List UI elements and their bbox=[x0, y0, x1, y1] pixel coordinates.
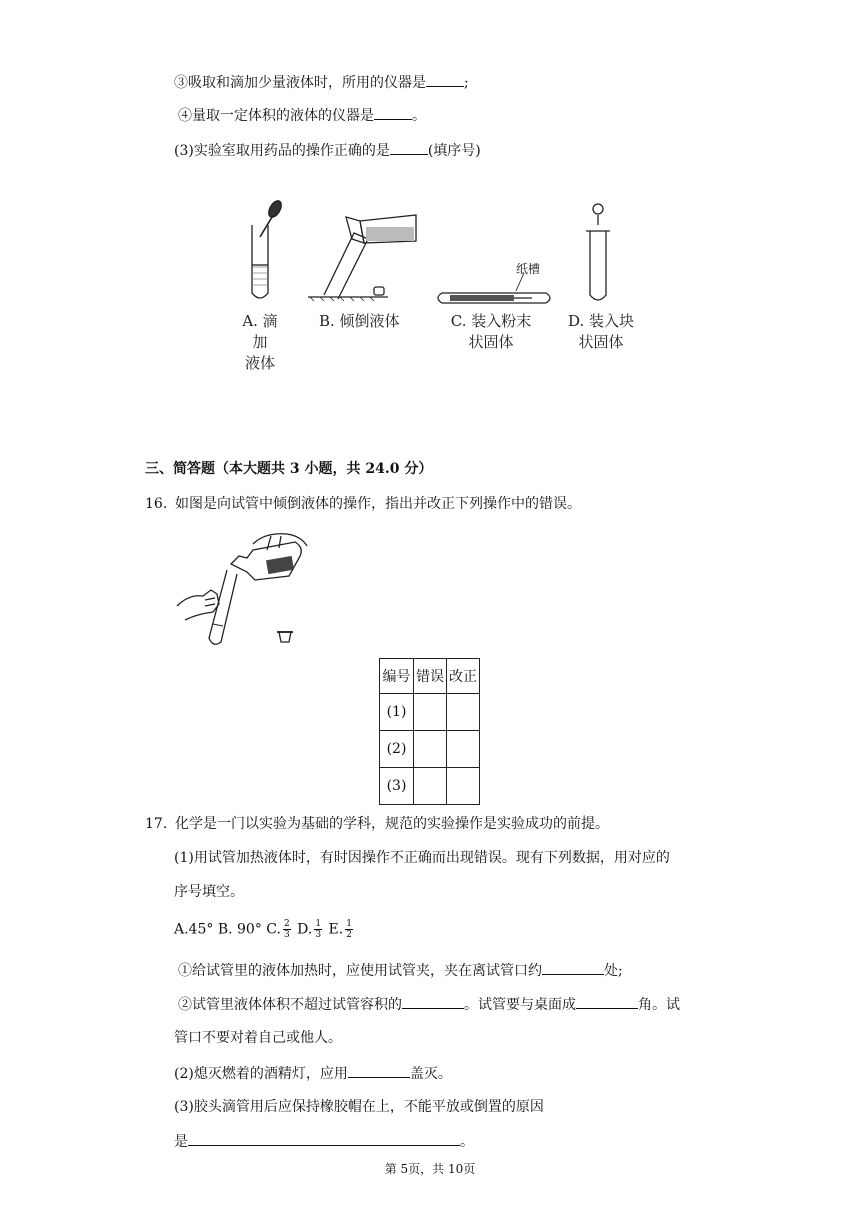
correction-cell[interactable] bbox=[447, 694, 480, 731]
table-header: 编号 bbox=[380, 659, 414, 694]
answer-blank[interactable] bbox=[402, 994, 464, 1009]
q17-stem: 17. 化学是一门以实验为基础的学科，规范的实验操作是实验成功的前提。 bbox=[145, 816, 609, 832]
caption-a: A. 滴加 液体 bbox=[242, 312, 278, 372]
q15-item3: ③吸取和滴加少量液体时，所用的仪器是 ; bbox=[174, 72, 469, 93]
q17-part3-line1: (3)胶头滴管用后应保持橡胶帽在上，不能平放或倒置的原因 bbox=[174, 1099, 544, 1115]
q17-s2-line2: 管口不要对着自己或他人。 bbox=[174, 1030, 342, 1046]
pouring-liquid-figure bbox=[308, 215, 416, 301]
fraction-two-thirds: $\frac{2}{3}$ bbox=[283, 919, 290, 940]
q17-s2: ②试管里液体体积不超过试管容积的 。试管要与桌面成 角。试 bbox=[178, 994, 680, 1015]
row-number: (1) bbox=[380, 694, 414, 731]
answer-blank[interactable] bbox=[390, 140, 428, 155]
q17-part1-line2: 序号填空。 bbox=[174, 884, 244, 900]
q17-s1: ①给试管里的液体加热时，应使用试管夹，夹在离试管口约 处; bbox=[178, 960, 623, 981]
answer-blank[interactable] bbox=[374, 105, 412, 120]
lab-operations-figure bbox=[228, 195, 648, 325]
error-cell[interactable] bbox=[414, 731, 447, 768]
correction-cell[interactable] bbox=[447, 731, 480, 768]
paper-slot-figure bbox=[438, 273, 550, 303]
correction-cell[interactable] bbox=[447, 768, 480, 805]
q16-stem: 16. 如图是向试管中倾倒液体的操作，指出并改正下列操作中的错误。 bbox=[145, 496, 581, 512]
q15-item4: ④量取一定体积的液体的仪器是 。 bbox=[178, 105, 426, 126]
table-header: 错误 bbox=[414, 659, 447, 694]
q17-part3-line2: 是 。 bbox=[174, 1131, 474, 1152]
error-correction-table bbox=[379, 658, 480, 805]
error-cell[interactable] bbox=[414, 768, 447, 805]
caption-b: B. 倾倒液体 bbox=[319, 312, 400, 330]
row-number: (2) bbox=[380, 731, 414, 768]
block-solid-tube-figure bbox=[586, 204, 610, 300]
dropper-into-tube-figure bbox=[252, 199, 284, 298]
q17-part2: (2)熄灭燃着的酒精灯，应用 盖灭。 bbox=[174, 1063, 452, 1084]
error-cell[interactable] bbox=[414, 694, 447, 731]
fraction-one-half: $\frac{1}{2}$ bbox=[346, 919, 352, 940]
pouring-into-test-tube-figure bbox=[175, 528, 315, 653]
page-footer: 第 5页，共 10页 bbox=[384, 1162, 476, 1176]
answer-blank[interactable] bbox=[426, 72, 464, 87]
answer-blank[interactable] bbox=[542, 960, 604, 975]
paper-slot-label: 纸槽 bbox=[516, 262, 541, 276]
fraction-one-third: $\frac{1}{3}$ bbox=[315, 919, 322, 940]
table-header: 改正 bbox=[447, 659, 480, 694]
section-title: 三、简答题（本大题共 3 小题，共 24.0 分） bbox=[145, 461, 433, 477]
q15-part3: (3)实验室取用药品的操作正确的是 (填序号) bbox=[174, 140, 481, 161]
answer-blank[interactable] bbox=[576, 994, 638, 1009]
row-number: (3) bbox=[380, 768, 414, 805]
q17-part1-line1: (1)用试管加热液体时，有时因操作不正确而出现错误。现有下列数据，用对应的 bbox=[174, 850, 670, 866]
caption-d: D. 装入块 状固体 bbox=[567, 312, 635, 351]
answer-blank[interactable] bbox=[348, 1063, 410, 1078]
caption-c: C. 装入粉末 状固体 bbox=[450, 312, 532, 351]
answer-blank[interactable] bbox=[188, 1131, 460, 1146]
q17-options: A.45° B. 90° C. $\frac{2}{3}$ D. $\frac{1}{3}$ E. $\frac{1}{2}$ bbox=[174, 919, 352, 940]
